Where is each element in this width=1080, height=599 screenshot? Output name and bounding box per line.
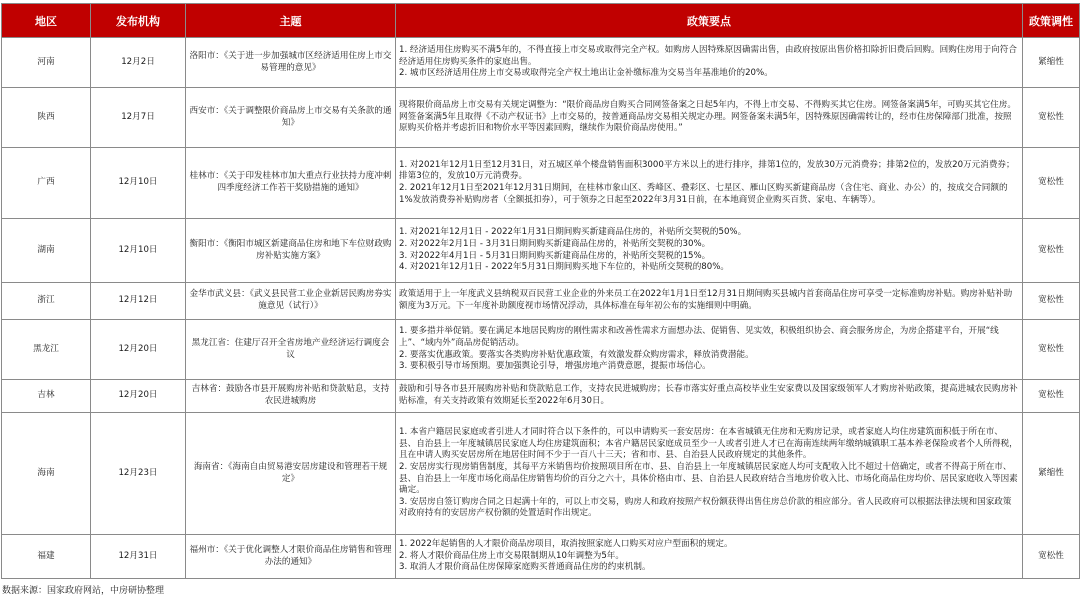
cell-policy-points — [396, 283, 1023, 320]
cell-policy-points — [396, 148, 1023, 219]
policy-point: 1. 对2021年12月1日 - 2022年1月31日期间购买新建商品住房的，补贴所交契税的50%。 — [399, 227, 747, 238]
cell-region: 湖南 — [2, 219, 91, 283]
cell-topic: 海南省：《海南自由贸易港安居房建设和管理若干规定》 — [186, 413, 396, 535]
table-row — [2, 535, 1080, 579]
cell-region: 黑龙江 — [2, 320, 91, 380]
policy-point: 3. 对2022年4月1日 - 5月31日期间购买新建商品住房的，补贴所交契税的15%。 — [399, 250, 711, 261]
policy-point: 2. 城市区经济适用住房上市交易或取得完全产权土地出让金补缴标准为交易当年基准地价的20%。 — [399, 68, 773, 79]
cell-policy-nature: 宽松性 — [1023, 148, 1080, 219]
table-row — [2, 219, 1080, 283]
table-row — [2, 38, 1080, 88]
table-row — [2, 320, 1080, 380]
policy-point: 1. 本省户籍居民家庭或者引进人才同时符合以下条件的，可以申请购买一套安居房：在本省城镇无住房和无购房记录，或者家庭人均住房建筑面积低于所在市、县、自治县上一年度城镇居民家庭人均住房建筑面积；本省户籍居民家庭成员至少一人或者引进人才已在海南连续两年缴纳城镇职工基本养老保险或者个人所得税，且在申请人购买安居房所在地居住时间不少于一百八十三天；省和市、县、自治县人民政府规定的其他条件。 — [399, 427, 1018, 461]
table-row — [2, 148, 1080, 219]
cell-date: 12月20日 — [91, 320, 186, 380]
cell-region: 广西 — [2, 148, 91, 219]
cell-date: 12月7日 — [91, 88, 186, 148]
cell-topic: 西安市：《关于调整限价商品房上市交易有关条款的通知》 — [186, 88, 396, 148]
header-policy-nature: 政策调性 — [1023, 4, 1080, 38]
cell-topic: 衡阳市：《衡阳市城区新建商品住房和地下车位财政购房补贴实施方案》 — [186, 219, 396, 283]
policy-point: 政策适用于上一年度武义县纳税双百民营工业企业的外来员工在2022年1月1日至12月31日期间购买县城内首套商品住房可享受一定标准购房补贴。购房补贴补助额度为3万元。下一年度补助额度视市场情况浮动，具体标准在每年初公布的实施细则中明确。 — [399, 289, 1013, 311]
table-header-row — [2, 4, 1080, 38]
cell-topic: 黑龙江省：住建厅召开全省房地产业经济运行调度会议 — [186, 320, 396, 380]
policy-point: 3. 要积极引导市场预期。要加强舆论引导，增强房地产消费意愿，提振市场信心。 — [399, 361, 711, 372]
cell-region: 陕西 — [2, 88, 91, 148]
cell-policy-nature: 宽松性 — [1023, 283, 1080, 320]
cell-topic: 福州市：《关于优化调整人才限价商品住房销售和管理办法的通知》 — [186, 535, 396, 579]
cell-policy-points — [396, 38, 1023, 88]
cell-date: 12月2日 — [91, 38, 186, 88]
header-region: 地区 — [2, 4, 91, 38]
policy-point: 1. 对2021年12月1日至12月31日，对五城区单个楼盘销售面积3000平方米以上的进行排序，排第1位的，发放30万元消费券；排第2位的，发放20万元消费券；排第3位的，发放10万元消费券。 — [399, 159, 1015, 182]
header-publisher: 发布机构 — [91, 4, 186, 38]
cell-policy-points — [396, 88, 1023, 148]
table-row — [2, 88, 1080, 148]
policy-point: 1. 2022年起销售的人才限价商品房项目，取消按照家庭人口购买对应户型面积的规定。 — [399, 539, 733, 550]
policy-point: 鼓励和引导各市县开展购房补贴和贷款贴息工作，支持农民进城购房；长春市落实好重点高校毕业生安家费以及国家级领军人才购房补贴政策，提高进城农民购房补贴标准，有关支持政策有效期延长至2022年6月30日。 — [399, 384, 1018, 406]
table-row — [2, 283, 1080, 320]
cell-region: 吉林 — [2, 380, 91, 413]
cell-policy-points — [396, 413, 1023, 535]
policy-point: 2. 2021年12月1日至2021年12月31日期间，在桂林市象山区、秀峰区、叠彩区、七星区、雁山区购买新建商品房（含住宅、商业、办公）的，按成交合同额的1%发放消费券补贴购房者（全额抵扣券），可于领券之日起至2022年3月31日前，在本地商贸企业购买百货、家电、车辆等）。 — [399, 183, 1008, 205]
policy-point: 3. 安居房自签订购房合同之日起满十年的，可以上市交易，购房人和政府按照产权份额获得出售住房总价款的相应部分。省人民政府可以根据法律法规和国家政策对政府持有的安居房产权份额的处置适时作出规定。 — [399, 496, 1012, 519]
policy-point: 2. 要落实优惠政策。要落实各类购房补贴优惠政策，有效激发群众购房需求，释放消费潜能。 — [399, 349, 754, 360]
cell-date: 12月10日 — [91, 219, 186, 283]
cell-policy-nature: 紧缩性 — [1023, 38, 1080, 88]
policy-point: 4. 对2021年12月1日 - 2022年5月31日期间购买地下车位的，补贴所交契税的80%。 — [399, 262, 729, 273]
cell-region: 福建 — [2, 535, 91, 579]
cell-policy-nature: 宽松性 — [1023, 219, 1080, 283]
cell-region: 浙江 — [2, 283, 91, 320]
cell-policy-points — [396, 219, 1023, 283]
table-row — [2, 380, 1080, 413]
cell-date: 12月12日 — [91, 283, 186, 320]
cell-policy-nature: 宽松性 — [1023, 535, 1080, 579]
cell-policy-nature: 宽松性 — [1023, 380, 1080, 413]
cell-policy-nature: 宽松性 — [1023, 88, 1080, 148]
cell-date: 12月23日 — [91, 413, 186, 535]
policy-table — [1, 3, 1080, 579]
cell-policy-points — [396, 535, 1023, 579]
cell-date: 12月31日 — [91, 535, 186, 579]
cell-date: 12月20日 — [91, 380, 186, 413]
header-policy-points: 政策要点 — [396, 4, 1023, 38]
header-topic: 主题 — [186, 4, 396, 38]
cell-topic: 桂林市：《关于印发桂林市加大重点行业扶持力度冲刺四季度经济工作若干奖励措施的通知》 — [186, 148, 396, 219]
policy-point: 2. 安居房实行现房销售制度，其每平方米销售均价按照项目所在市、县、自治县上一年度城镇居民家庭人均可支配收入比不超过十倍确定，或者不得高于所在市、县、自治县上一年度市场化商品住房销售均价的百分之六十，具体价格由市、县、自治县人民政府结合当地房价收入比、市场化商品住房均价、居民家庭收入等因素确定。 — [399, 461, 1018, 496]
policy-point: 3. 取消人才限价商品住房保障家庭购买普通商品住房的约束机制。 — [399, 562, 651, 573]
policy-point: 现将限价商品房上市交易有关规定调整为：“限价商品房自购买合同网签备案之日起5年内，不得上市交易、不得购买其它住房。网签备案满5年，可购买其它住房。网签备案满5年且取得《不动产权证书》上市交易的，按普通商品房交易相关规定办理。网签备案未满5年，因特殊原因确需转让的，经市住房保障部门批准，按照原购买价格并考虑折旧和物价水平等因素回购，继续作为限价商品房使用。” — [399, 100, 1016, 134]
cell-topic: 吉林省：鼓励各市县开展购房补贴和贷款贴息，支持农民进城购房 — [186, 380, 396, 413]
policy-point: 1. 要多措并举促销。要在满足本地居民购房的刚性需求和改善性需求方面想办法、促销售、见实效，积极组织协会、商会服务房企，为房企搭建平台，开展“线上”、“域内外”商品房促销活动。 — [399, 326, 999, 348]
cell-topic: 洛阳市：《关于进一步加强城市区经济适用住房上市交易管理的意见》 — [186, 38, 396, 88]
cell-policy-nature: 宽松性 — [1023, 320, 1080, 380]
policy-point: 2. 将人才限价商品住房上市交易限制期从10年调整为5年。 — [399, 550, 624, 561]
cell-region: 海南 — [2, 413, 91, 535]
cell-date: 12月10日 — [91, 148, 186, 219]
cell-topic: 金华市武义县：《武义县民营工业企业新居民购房券实施意见（试行）》 — [186, 283, 396, 320]
table-row — [2, 413, 1080, 535]
cell-policy-points — [396, 380, 1023, 413]
policy-point: 2. 对2022年2月1日 - 3月31日期间购买新建商品住房的，补贴所交契税的30%。 — [399, 238, 711, 249]
policy-point: 1. 经济适用住房购买不满5年的，不得直接上市交易或取得完全产权。如购房人因特殊原因确需出售，由政府按原出售价格扣除折旧费后回购。回购住房用于向符合经济适用住房购买条件的家庭出售。 — [399, 45, 1017, 67]
source-note: 数据来源：国家政府网站，中房研协整理 — [2, 586, 165, 596]
cell-region: 河南 — [2, 38, 91, 88]
cell-policy-nature: 紧缩性 — [1023, 413, 1080, 535]
cell-policy-points — [396, 320, 1023, 380]
